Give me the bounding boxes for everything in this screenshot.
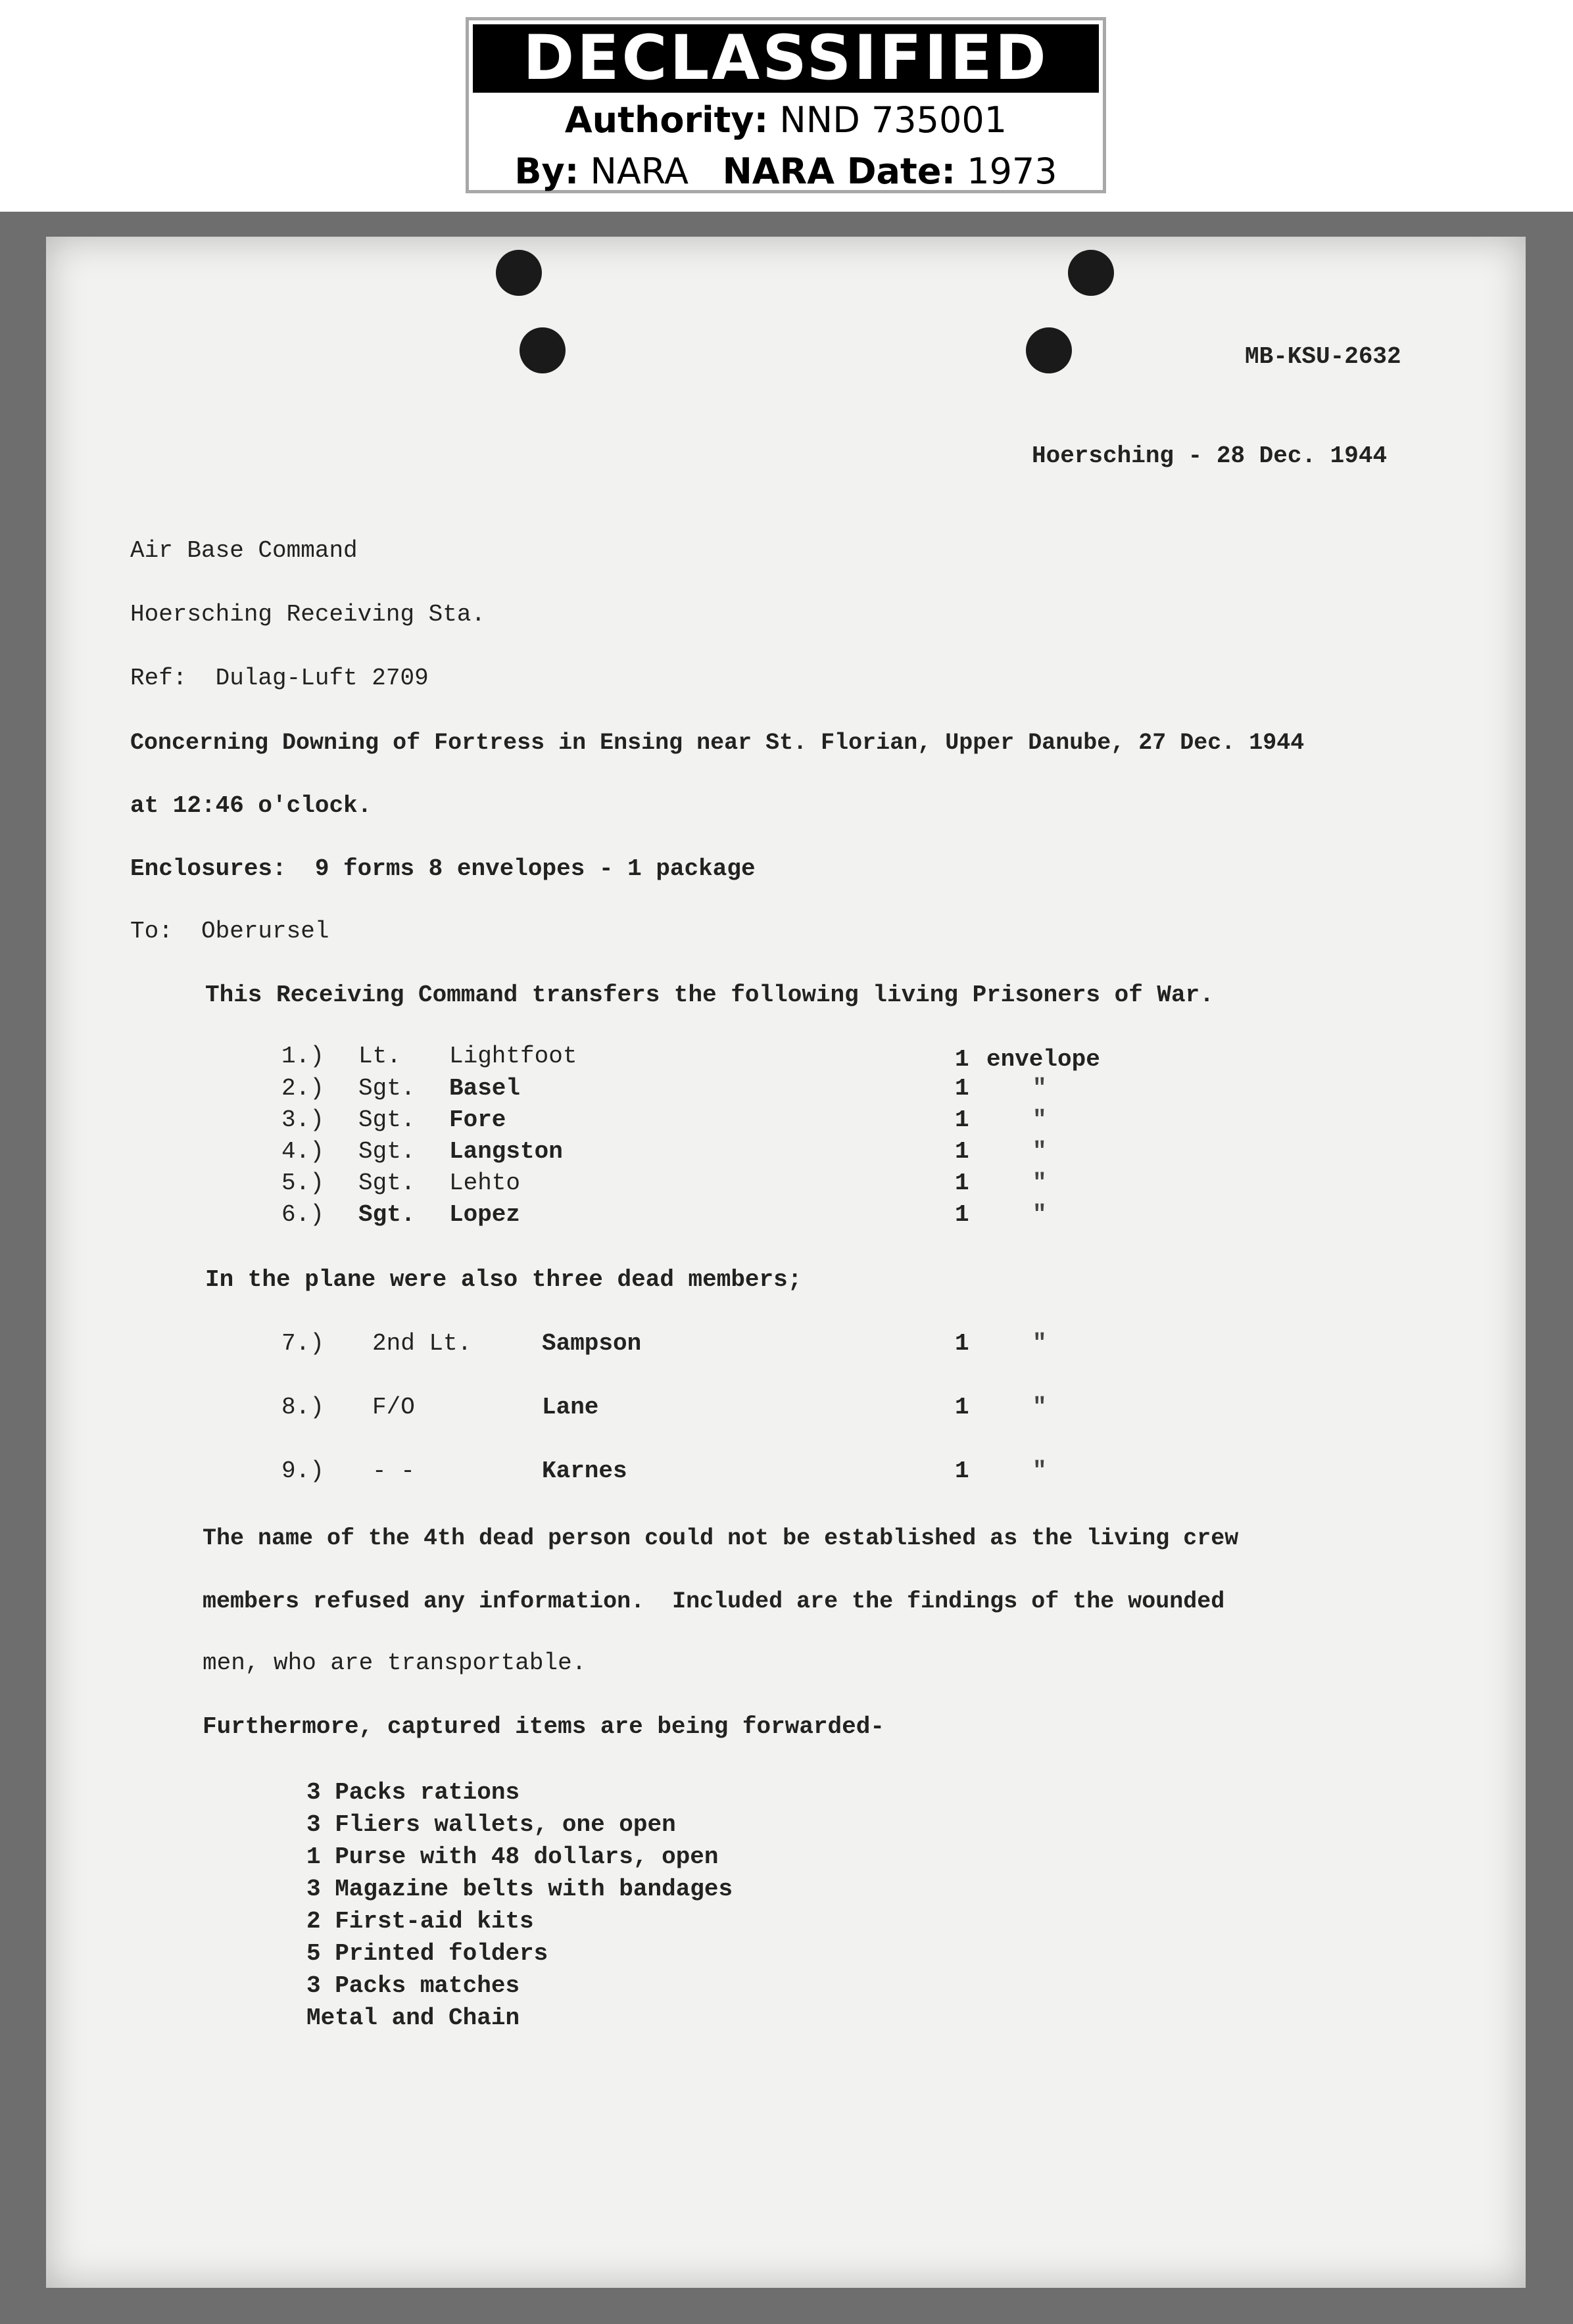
quantity: 1 bbox=[955, 1201, 969, 1228]
list-item: 1 Purse with 48 dollars, open bbox=[306, 1843, 719, 1870]
name: Lane bbox=[542, 1394, 599, 1421]
addressee: To: Oberursel bbox=[130, 918, 329, 945]
rank: F/O bbox=[372, 1394, 415, 1421]
name: Lehto bbox=[449, 1170, 521, 1197]
list-item: 3 Magazine belts with bandages bbox=[306, 1876, 733, 1903]
ditto-mark: " bbox=[1032, 1201, 1047, 1228]
punch-hole bbox=[1026, 327, 1072, 373]
row-number: 8.) bbox=[281, 1394, 324, 1421]
list-item: 5 Printed folders bbox=[306, 1940, 548, 1967]
nara-date-value: 1973 bbox=[967, 151, 1057, 192]
ditto-mark: " bbox=[1032, 1458, 1047, 1484]
declassified-stamp bbox=[466, 17, 1106, 193]
by-value: NARA bbox=[590, 151, 689, 192]
list-item: 3 Fliers wallets, one open bbox=[306, 1811, 676, 1838]
enclosure-item: envelope bbox=[986, 1046, 1100, 1073]
row-number: 1.) bbox=[281, 1043, 324, 1070]
quantity: 1 bbox=[955, 1106, 969, 1133]
name: Lightfoot bbox=[449, 1043, 577, 1070]
name: Basel bbox=[449, 1075, 521, 1102]
quantity: 1 bbox=[955, 1458, 969, 1484]
quantity: 1 bbox=[955, 1394, 969, 1421]
ditto-mark: " bbox=[1032, 1170, 1047, 1197]
row-number: 7.) bbox=[281, 1330, 324, 1357]
address-line-2: Hoersching Receiving Sta. bbox=[130, 601, 486, 628]
list-item: 3 Packs matches bbox=[306, 1972, 520, 1999]
row-number: 9.) bbox=[281, 1458, 324, 1484]
place-date: Hoersching - 28 Dec. 1944 bbox=[1032, 442, 1388, 469]
stamp-by-date bbox=[469, 148, 1103, 195]
stamp-title: DECLASSIFIED bbox=[473, 24, 1099, 93]
concerning-line-1: Concerning Downing of Fortress in Ensing near St. Florian, Upper Danube, 27 Dec. 1944 bbox=[130, 730, 1305, 756]
name: Langston bbox=[449, 1138, 563, 1165]
quantity: 1 bbox=[955, 1046, 969, 1073]
name: Lopez bbox=[449, 1201, 521, 1228]
quantity: 1 bbox=[955, 1170, 969, 1197]
punch-hole bbox=[1068, 250, 1114, 296]
row-number: 2.) bbox=[281, 1075, 324, 1102]
rank: Sgt. bbox=[358, 1075, 416, 1102]
paragraph-line-2: members refused any information. Included are the findings of the wounded bbox=[203, 1588, 1225, 1615]
row-number: 6.) bbox=[281, 1201, 324, 1228]
rank: Sgt. bbox=[358, 1138, 416, 1165]
furthermore-line: Furthermore, captured items are being forwarded- bbox=[203, 1713, 884, 1740]
authority-value: NND 735001 bbox=[779, 99, 1007, 141]
enclosures: Enclosures: 9 forms 8 envelopes - 1 package bbox=[130, 855, 756, 882]
paragraph-line-1: The name of the 4th dead person could not be established as the living crew bbox=[203, 1525, 1239, 1552]
quantity: 1 bbox=[955, 1330, 969, 1357]
name: Sampson bbox=[542, 1330, 642, 1357]
quantity: 1 bbox=[955, 1138, 969, 1165]
paragraph-line-3: men, who are transportable. bbox=[203, 1649, 587, 1676]
authority-label: Authority: bbox=[564, 99, 769, 141]
intro-sentence: This Receiving Command transfers the following living Prisoners of War. bbox=[205, 982, 1214, 1008]
rank: Sgt. bbox=[358, 1201, 416, 1228]
list-item: 3 Packs rations bbox=[306, 1779, 520, 1806]
row-number: 4.) bbox=[281, 1138, 324, 1165]
ditto-mark: " bbox=[1032, 1394, 1047, 1421]
quantity: 1 bbox=[955, 1075, 969, 1102]
row-number: 3.) bbox=[281, 1106, 324, 1133]
list-item: 2 First-aid kits bbox=[306, 1908, 534, 1935]
address-line-1: Air Base Command bbox=[130, 537, 358, 564]
name: Fore bbox=[449, 1106, 506, 1133]
rank: Sgt. bbox=[358, 1170, 416, 1197]
ditto-mark: " bbox=[1032, 1075, 1047, 1102]
ditto-mark: " bbox=[1032, 1106, 1047, 1133]
rank: - - bbox=[372, 1458, 415, 1484]
rank: 2nd Lt. bbox=[372, 1330, 472, 1357]
nara-date-label: NARA Date: bbox=[722, 151, 956, 192]
ditto-mark: " bbox=[1032, 1138, 1047, 1165]
punch-hole bbox=[520, 327, 566, 373]
row-number: 5.) bbox=[281, 1170, 324, 1197]
dead-intro: In the plane were also three dead members; bbox=[205, 1266, 802, 1293]
rank: Sgt. bbox=[358, 1106, 416, 1133]
stamp-authority bbox=[469, 97, 1103, 144]
rank: Lt. bbox=[358, 1043, 401, 1070]
reference: Ref: Dulag-Luft 2709 bbox=[130, 665, 429, 692]
ditto-mark: " bbox=[1032, 1330, 1047, 1357]
concerning-line-2: at 12:46 o'clock. bbox=[130, 792, 372, 819]
list-item: Metal and Chain bbox=[306, 2004, 520, 2031]
punch-hole bbox=[496, 250, 542, 296]
file-number: MB-KSU-2632 bbox=[1245, 343, 1401, 370]
by-label: By: bbox=[514, 151, 579, 192]
name: Karnes bbox=[542, 1458, 627, 1484]
